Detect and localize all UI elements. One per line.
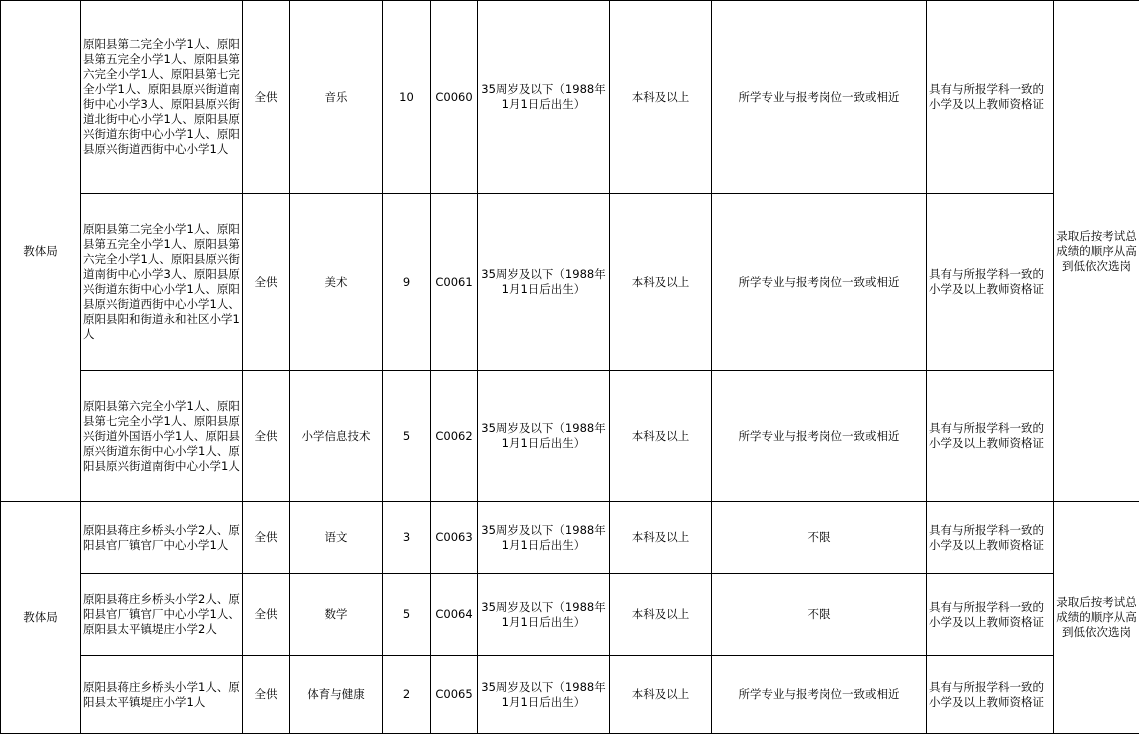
code-cell: C0062 [431,371,478,502]
funding-cell: 全供 [243,1,290,194]
schools-cell: 原阳县蒋庄乡桥头小学2人、原阳县官厂镇官厂中心小学1人 [81,502,243,574]
major-cell: 所学专业与报考岗位一致或相近 [712,371,927,502]
code-cell: C0060 [431,1,478,194]
subject-cell: 音乐 [290,1,383,194]
age-cell: 35周岁及以下（1988年1月1日后出生） [478,194,610,371]
age-cell: 35周岁及以下（1988年1月1日后出生） [478,1,610,194]
major-cell: 不限 [712,574,927,656]
code-cell: C0061 [431,194,478,371]
count-cell: 2 [383,656,431,734]
funding-cell: 全供 [243,371,290,502]
count-cell: 5 [383,371,431,502]
age-cell: 35周岁及以下（1988年1月1日后出生） [478,574,610,656]
table-row [1,574,1139,656]
schools-cell: 原阳县第二完全小学1人、原阳县第五完全小学1人、原阳县第六完全小学1人、原阳县第七完全小学1人、原阳县原兴街道南街中心小学3人、原阳县原兴街道北街中心小学1人、原阳县原兴街道东街中心小学1人、原阳县原兴街道西街中心小学1人 [81,1,243,194]
age-cell: 35周岁及以下（1988年1月1日后出生） [478,502,610,574]
schools-cell: 原阳县第六完全小学1人、原阳县第七完全小学1人、原阳县原兴街道外国语小学1人、原阳县原兴街道东街中心小学1人、原阳县原兴街道南街中心小学1人 [81,371,243,502]
count-cell: 3 [383,502,431,574]
funding-cell: 全供 [243,574,290,656]
subject-cell: 美术 [290,194,383,371]
qualification-cell: 具有与所报学科一致的小学及以上教师资格证 [927,574,1054,656]
count-cell: 10 [383,1,431,194]
subject-cell: 小学信息技术 [290,371,383,502]
code-cell: C0063 [431,502,478,574]
remark-cell: 录取后按考试总成绩的顺序从高到低依次选岗 [1054,502,1139,734]
schools-cell: 原阳县蒋庄乡桥头小学1人、原阳县太平镇堤庄小学1人 [81,656,243,734]
subject-cell: 数学 [290,574,383,656]
schools-cell: 原阳县蒋庄乡桥头小学2人、原阳县官厂镇官厂中心小学1人、原阳县太平镇堤庄小学2人 [81,574,243,656]
education-cell: 本科及以上 [610,371,712,502]
education-cell: 本科及以上 [610,1,712,194]
qualification-cell: 具有与所报学科一致的小学及以上教师资格证 [927,502,1054,574]
major-cell: 不限 [712,502,927,574]
table-row [1,371,1139,502]
qualification-cell: 具有与所报学科一致的小学及以上教师资格证 [927,371,1054,502]
education-cell: 本科及以上 [610,194,712,371]
education-cell: 本科及以上 [610,656,712,734]
major-cell: 所学专业与报考岗位一致或相近 [712,1,927,194]
subject-cell: 语文 [290,502,383,574]
age-cell: 35周岁及以下（1988年1月1日后出生） [478,371,610,502]
schools-cell: 原阳县第二完全小学1人、原阳县第五完全小学1人、原阳县第六完全小学1人、原阳县原兴街道南街中心小学3人、原阳县原兴街道东街中心小学1人、原阳县原兴街道西街中心小学1人、原阳县阳和街道永和社区小学1人 [81,194,243,371]
qualification-cell: 具有与所报学科一致的小学及以上教师资格证 [927,194,1054,371]
qualification-cell: 具有与所报学科一致的小学及以上教师资格证 [927,1,1054,194]
count-cell: 5 [383,574,431,656]
funding-cell: 全供 [243,194,290,371]
qualification-cell: 具有与所报学科一致的小学及以上教师资格证 [927,656,1054,734]
department-cell: 教体局 [1,502,81,734]
subject-cell: 体育与健康 [290,656,383,734]
count-cell: 9 [383,194,431,371]
age-cell: 35周岁及以下（1988年1月1日后出生） [478,656,610,734]
department-cell: 教体局 [1,1,81,502]
education-cell: 本科及以上 [610,574,712,656]
table-row [1,1,1139,194]
code-cell: C0065 [431,656,478,734]
major-cell: 所学专业与报考岗位一致或相近 [712,656,927,734]
major-cell: 所学专业与报考岗位一致或相近 [712,194,927,371]
remark-cell: 录取后按考试总成绩的顺序从高到低依次选岗 [1054,1,1139,502]
funding-cell: 全供 [243,502,290,574]
education-cell: 本科及以上 [610,502,712,574]
table-row [1,502,1139,574]
table-row [1,656,1139,734]
code-cell: C0064 [431,574,478,656]
funding-cell: 全供 [243,656,290,734]
table-row [1,194,1139,371]
